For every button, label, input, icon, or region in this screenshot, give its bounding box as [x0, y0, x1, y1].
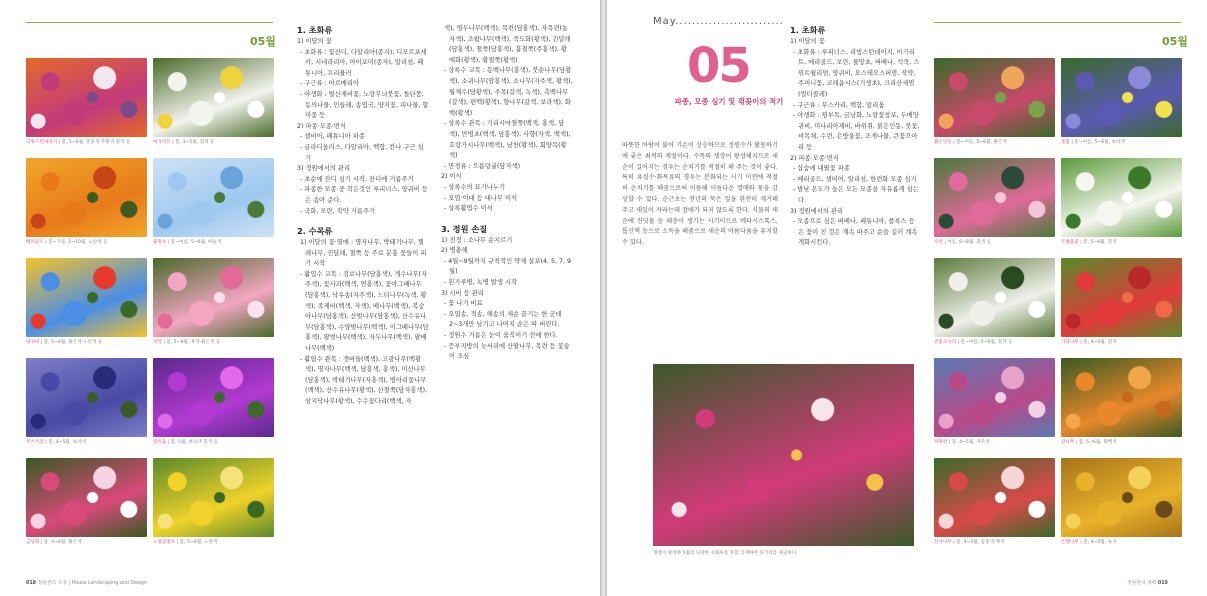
text-line: 3) 정원에서의 관리 — [297, 165, 351, 173]
flower-photo — [153, 258, 274, 337]
photo-caption — [934, 539, 1058, 545]
photo-caption — [1061, 439, 1185, 445]
flower-photo — [1061, 258, 1182, 337]
plant-name: 사과나무 — [1061, 340, 1079, 345]
spacer — [441, 215, 573, 223]
photo-caption — [26, 539, 150, 545]
flower-photo — [934, 458, 1055, 537]
plant-name: 알리움 — [153, 440, 167, 445]
text-line: - 야생화 : 꿩부목, 금낭화, 노랑꽃창포, 두메양귀비, 미나리아재비, 바위취, 붉은인동, 붓꽃, 비목채, 수련, 은방울꽃, 조개나물, 큰꽃으아리 등 — [793, 112, 920, 151]
right-page — [607, 0, 1207, 596]
photo-caption — [1061, 339, 1185, 345]
footer-left — [26, 579, 147, 586]
plant-desc: | 봄, 5~6월, 흰색 — [1078, 240, 1117, 245]
flower-photo — [934, 58, 1055, 137]
header-rule — [934, 22, 1181, 23]
text-line: - 흰가루병, 녹병 발생 시작 — [444, 279, 518, 287]
photo-caption — [26, 239, 150, 245]
text-line: 2) 파종·모종·번식 — [790, 154, 839, 162]
text-line: 1) 이달의 꽃 — [790, 38, 825, 45]
text-line: 1) 전정 : 소나무 순지르기 — [441, 236, 513, 244]
plant-name: 마가리트 — [153, 140, 171, 145]
text-line: - 상록수 관목 : 기리시마철쭉(백색, 홍색, 담색), 만병초(백색, 담홍색), 사향(자색, 백색), 호랑가시나무(백색), 남천(황색), 회양목(황색) — [444, 120, 571, 160]
photo-caption — [153, 139, 277, 145]
plant-desc: | 봄, 3~5월, 흰색 등 — [170, 140, 215, 145]
flower-photo — [153, 358, 274, 437]
header-rule — [26, 22, 273, 23]
photo-caption — [153, 239, 277, 245]
text-line: 3) 정원에서의 관리 — [790, 207, 844, 215]
photo-caption — [1061, 539, 1185, 545]
plant-name: 붉은인동 — [934, 140, 952, 145]
month-label: 05월 — [1162, 35, 1188, 48]
text-line: - 글라디올러스, 다알리아, 백합, 칸나 구근 심기 — [300, 143, 424, 162]
photo-caption — [934, 139, 1058, 145]
text-line: 색), 영두나무(백색), 목련(담홍색), 자목련(농자색), 조팝나무(백색), 죽도화(황색), 진달래(담홍색), 철쭉(담홍색), 흡철쭉(주홍색), 황매화(황색), 황철쭉(황색) — [444, 25, 571, 64]
plant-desc: | 봄, 4~5월, 녹색 — [1078, 540, 1117, 545]
plant-desc: | 여름, 6~8월, 흰색 등 — [942, 240, 991, 245]
text-line: - 모종으로 심은 버베나, 페튜니아, 플록스 등은 꽃이 진 것은 계속 따주고 순을 길러 계속 개화시킨다. — [793, 218, 918, 247]
text-column-right — [790, 24, 920, 249]
section-heading: 1. 초화류 — [790, 25, 826, 35]
text-line: - 샐비어, 페튜니아 파종 — [300, 133, 366, 141]
text-line: - 밤낮 온도가 높은 모든 모종을 자유롭게 심는다. — [793, 186, 919, 204]
chapter-subtitle: 파종, 모종 심기 및 꺾꽂이의 적기 — [674, 97, 784, 106]
plant-name: 은방울꽃 — [1061, 240, 1079, 245]
text-line: - 구근류 : 아르메리아 — [300, 80, 360, 88]
photo-caption — [1061, 139, 1185, 145]
flower-photo — [934, 258, 1055, 337]
text-line: - 4월~9월까지 규칙적인 약제 살포(4, 5, 7, 9월) — [444, 257, 572, 276]
text-line: - 꽃 나기 비료 — [444, 300, 483, 308]
plant-desc: | 봄~여름, 5~6월, 하늘색 — [166, 240, 222, 245]
spacer — [297, 217, 429, 225]
flower-photo — [153, 58, 274, 137]
photo-caption — [153, 439, 277, 445]
plant-name: 수련 — [934, 240, 943, 245]
flower-photo — [26, 458, 147, 537]
plant-name: 노랑꽃창포 — [153, 540, 176, 545]
text-line: 1) 이달의 꽃 — [297, 38, 332, 45]
text-line: - 삽숨에 내팔꽃 파종 — [793, 165, 850, 173]
text-line: - 상록수 교목 : 동백나무(홍색), 붓순나무(담황색), 소귀나무(암홍색), 소나무(자주색, 황색), 월계수(담황색), 주목(갈색, 녹색), 측백나무(갈색), 편백(황색), 향나무(갈색, 보라색), 화백(황색) — [444, 67, 573, 117]
flower-photo — [1061, 158, 1182, 237]
text-line: - 활엽수 교목 : 검보나무(담홍색), 계수나무(자주색), 꽃사과(백색, 연홍색), 꽃아그배나무(담홍색), 낙우송(자주색), 느티나무(녹색, 황색), 족제비(백색, 자색), 배나무(백색), 복숭아나무(담홍색), 산벚나무(담홍색), 산수유나무(담홍색), 수양벚나무(백색), 이그배나무(담홍색), 왕벚나무(백색), 자두나무(백색), 팥배나무(백색) — [300, 270, 429, 353]
flower-photo — [934, 158, 1055, 237]
text-line: - 증부지방의 늦서리에 산딸나무, 목련 등 꽃송이 조심 — [444, 342, 570, 361]
left-page — [0, 0, 600, 596]
photo-caption — [934, 339, 1058, 345]
text-column-1 — [297, 24, 429, 408]
text-line: 3) 시비 등 관리 — [441, 289, 484, 297]
section-heading: 2. 수목류 — [297, 226, 333, 237]
photo-caption — [26, 139, 150, 145]
plant-name: 리빙스턴데이지 — [26, 140, 58, 145]
plant-desc: | 봄, 5월, 보라색·흰색 등 — [166, 440, 218, 445]
feature-photo-caption: 생장이 왕성한 5월의 다양한 초화류를 혼합 식재하여 풍거리를 제공한다. — [653, 551, 798, 556]
plant-desc: | 봄~여름, 5~6월, 붉은색 — [951, 140, 1007, 145]
text-column-2 — [441, 24, 573, 363]
text-line: - 오엽·이대 등 대나무 이식 — [444, 194, 518, 202]
flower-photo — [153, 458, 274, 537]
flower-photo — [26, 58, 147, 137]
plant-desc: | 봄, 4~6월, 붉은색 — [39, 540, 82, 545]
plant-desc: | 봄, 5~6월, 황백색 — [1074, 440, 1117, 445]
text-line: - 야생화 : 벌산제비꽃, 노랑무늬붓꽃, 돌단풍, 동의나물, 민들레, 송엽국, 양지꽃, 피나물, 할미꽃 등 — [300, 90, 429, 120]
photo-caption — [934, 239, 1058, 245]
text-line: 2) 이식 — [441, 173, 462, 181]
intro-paragraph: 따뜻한 바람이 불어 기온이 상승하므로 정원수가 활동하기에 좋은 최적의 계절이다. 수목의 생장이 왕성해지므로 새순이 길어지는 경우는 순치기를 적절히 해 주는 것이 좋다. 특히 유실수·화목류의 경우는 분화되는 시기 이전에 적절히 순치기를 해줌으로써 이듬해 이듬다운 열매와 꽃을 감상할 수 있다. 순근초는 전년의 묵은 잎을 완전히 제거해 주고 새잎이 자라는데 장애가 되지 않도록 한다. 식물의 새순에 진딧물 등 해충이 생기는 시기이므로 메타시스톡스, 톱신액 등으로 소독을 해줌으로 새순의 아름다움을 유지할 수 있다. — [622, 142, 778, 247]
plant-name: 양귀비 — [26, 340, 40, 345]
text-line: - 초화류 : 꽃잔디, 다알리아(종자), 디모르포세카, 시네라리아, 아이포미(종자), 알리섬, 페튜니아, 프리뮬러 — [300, 48, 427, 77]
text-line: - 정원수 거름은 눈이 움직이기 전에 한다. — [444, 332, 558, 340]
plant-desc: | 봄~여름, 5~6월, 보라색 — [1069, 140, 1125, 145]
plant-name: 작약 — [153, 340, 162, 345]
flower-photo — [153, 158, 274, 237]
plant-desc: | 봄~가을, 5~10월, 노란색 등 — [43, 240, 108, 245]
plant-name: 붓꽃 — [1061, 140, 1070, 145]
book-gutter — [600, 0, 607, 596]
section-heading: 3. 정원 손질 — [441, 223, 488, 234]
plant-name: 은행나무 — [1061, 540, 1079, 545]
plant-name: 자목련 — [934, 440, 948, 445]
plant-name: 무스카리 — [26, 440, 44, 445]
text-line: - 상록수의 묘기나누기 — [444, 183, 506, 191]
flower-photo — [26, 158, 147, 237]
photo-caption — [26, 439, 150, 445]
may-label: May.......................... — [653, 16, 784, 27]
text-line: 2) 파종·모종·번식 — [297, 122, 346, 130]
flower-photo — [934, 358, 1055, 437]
photo-caption — [26, 339, 150, 345]
plant-desc: | 봄, 4~5월, 흰색 — [1078, 340, 1117, 345]
plant-desc: | 봄, 5~6월, 붉은색·노란색 등 — [39, 340, 103, 345]
plant-name: 산사나무 — [934, 540, 952, 545]
photo-caption — [1061, 239, 1185, 245]
text-line: - 오엽송, 적송, 해송의 새순 끝기는 한 군데 2~3개만 남기고 나머지 순은 따 버린다. — [444, 310, 562, 329]
flower-photo — [1061, 358, 1182, 437]
plant-desc: | 봄, 4~5월, 암홍색·백색 — [951, 540, 1005, 545]
plant-desc: | 봄, 4~5월, 자주색 — [947, 440, 990, 445]
text-line: - 국화, 모란, 작약 거름주기 — [300, 207, 376, 215]
page-number: 018 — [26, 581, 37, 586]
text-line: - 파종한 모종 중 작은것인 루피너스, 양귀비 등은 솎아 준다. — [300, 186, 428, 204]
text-line: - 구근류 : 무스카리, 백합, 알리움 — [793, 101, 885, 109]
plant-name: 감나무 — [1061, 440, 1075, 445]
plant-name: 큰꽃으아리 — [934, 340, 957, 345]
feature-photo — [653, 364, 914, 546]
plant-desc: | 봄, 5~6월, 흑색·붉은색 등 — [161, 340, 221, 345]
plant-desc: | 봄~여름, 5~6월, 흰색 등 — [956, 340, 1013, 345]
text-line: - 활엽수 관목 : 갯버들(백색), 고광나무(백황색), 명자나무(백색, 담홍색, 홍색), 미선나무(담홍색), 박태기나무(자홍색), 병아리꽃나무(백색), 산수유나무(황색), 산철쭉(담자홍색), 삼지닥나무(황색), 수수꽃다리(백색, 자 — [300, 355, 428, 405]
text-line: - 메리골드, 샐비어, 알리섬, 한련화 모종 심기 — [793, 175, 917, 183]
section-heading: 1. 초화류 — [297, 25, 333, 35]
text-line: - 초순에 잔디 심기 시작, 잔디에 거름주기 — [300, 175, 414, 183]
plant-name: 물망초 — [153, 240, 167, 245]
flower-photo — [26, 358, 147, 437]
text-line: - 초화류 : 루피너스, 리빙스턴데이지, 마가리트, 메리골드, 모란, 물망초, 버베나, 석죽, 스위트윌리엄, 양귀비, 오스테오스퍼멈, 작약, 주머니꽃, 코레옵시스(기생초), 크리산세멈(멀티콜레) — [793, 48, 920, 98]
plant-desc: | 봄, 4~5월, 보라색 — [43, 440, 86, 445]
footer-text: 정원관리 계획 — [1127, 581, 1157, 586]
month-label: 05월 — [250, 35, 276, 48]
footer-right — [1127, 579, 1168, 586]
flower-photo — [26, 258, 147, 337]
footer-text: 정원관리 조경 | House Landscaping and Design — [37, 581, 147, 586]
flower-photo — [1061, 458, 1182, 537]
plant-desc: | 봄, 5~6월, 노란색 — [175, 540, 218, 545]
text-line: 1) 이달의 꽃·열매 : 명자나무, 박태기나무, 찔레나무, 진달래, 철쭉 등 주로 분홍 꽃들이 피기 시작 — [300, 239, 427, 268]
text-line: - 만경류 : 으름덩굴(담자색) — [444, 162, 521, 170]
photo-caption — [153, 539, 277, 545]
big-month-number: 05 — [687, 38, 750, 94]
text-line: 2) 병충해 — [441, 247, 468, 255]
photo-caption — [934, 439, 1058, 445]
plant-name: 메리골드 — [26, 240, 44, 245]
flower-photo — [1061, 58, 1182, 137]
text-line: - 상록활엽수 이식 — [444, 205, 493, 213]
plant-desc: | 봄, 5~6월, 분홍색·주황색·흰색 등 — [57, 140, 131, 145]
page-number: 019 — [1157, 581, 1168, 586]
plant-name: 금낭화 — [26, 540, 40, 545]
photo-caption — [153, 339, 277, 345]
